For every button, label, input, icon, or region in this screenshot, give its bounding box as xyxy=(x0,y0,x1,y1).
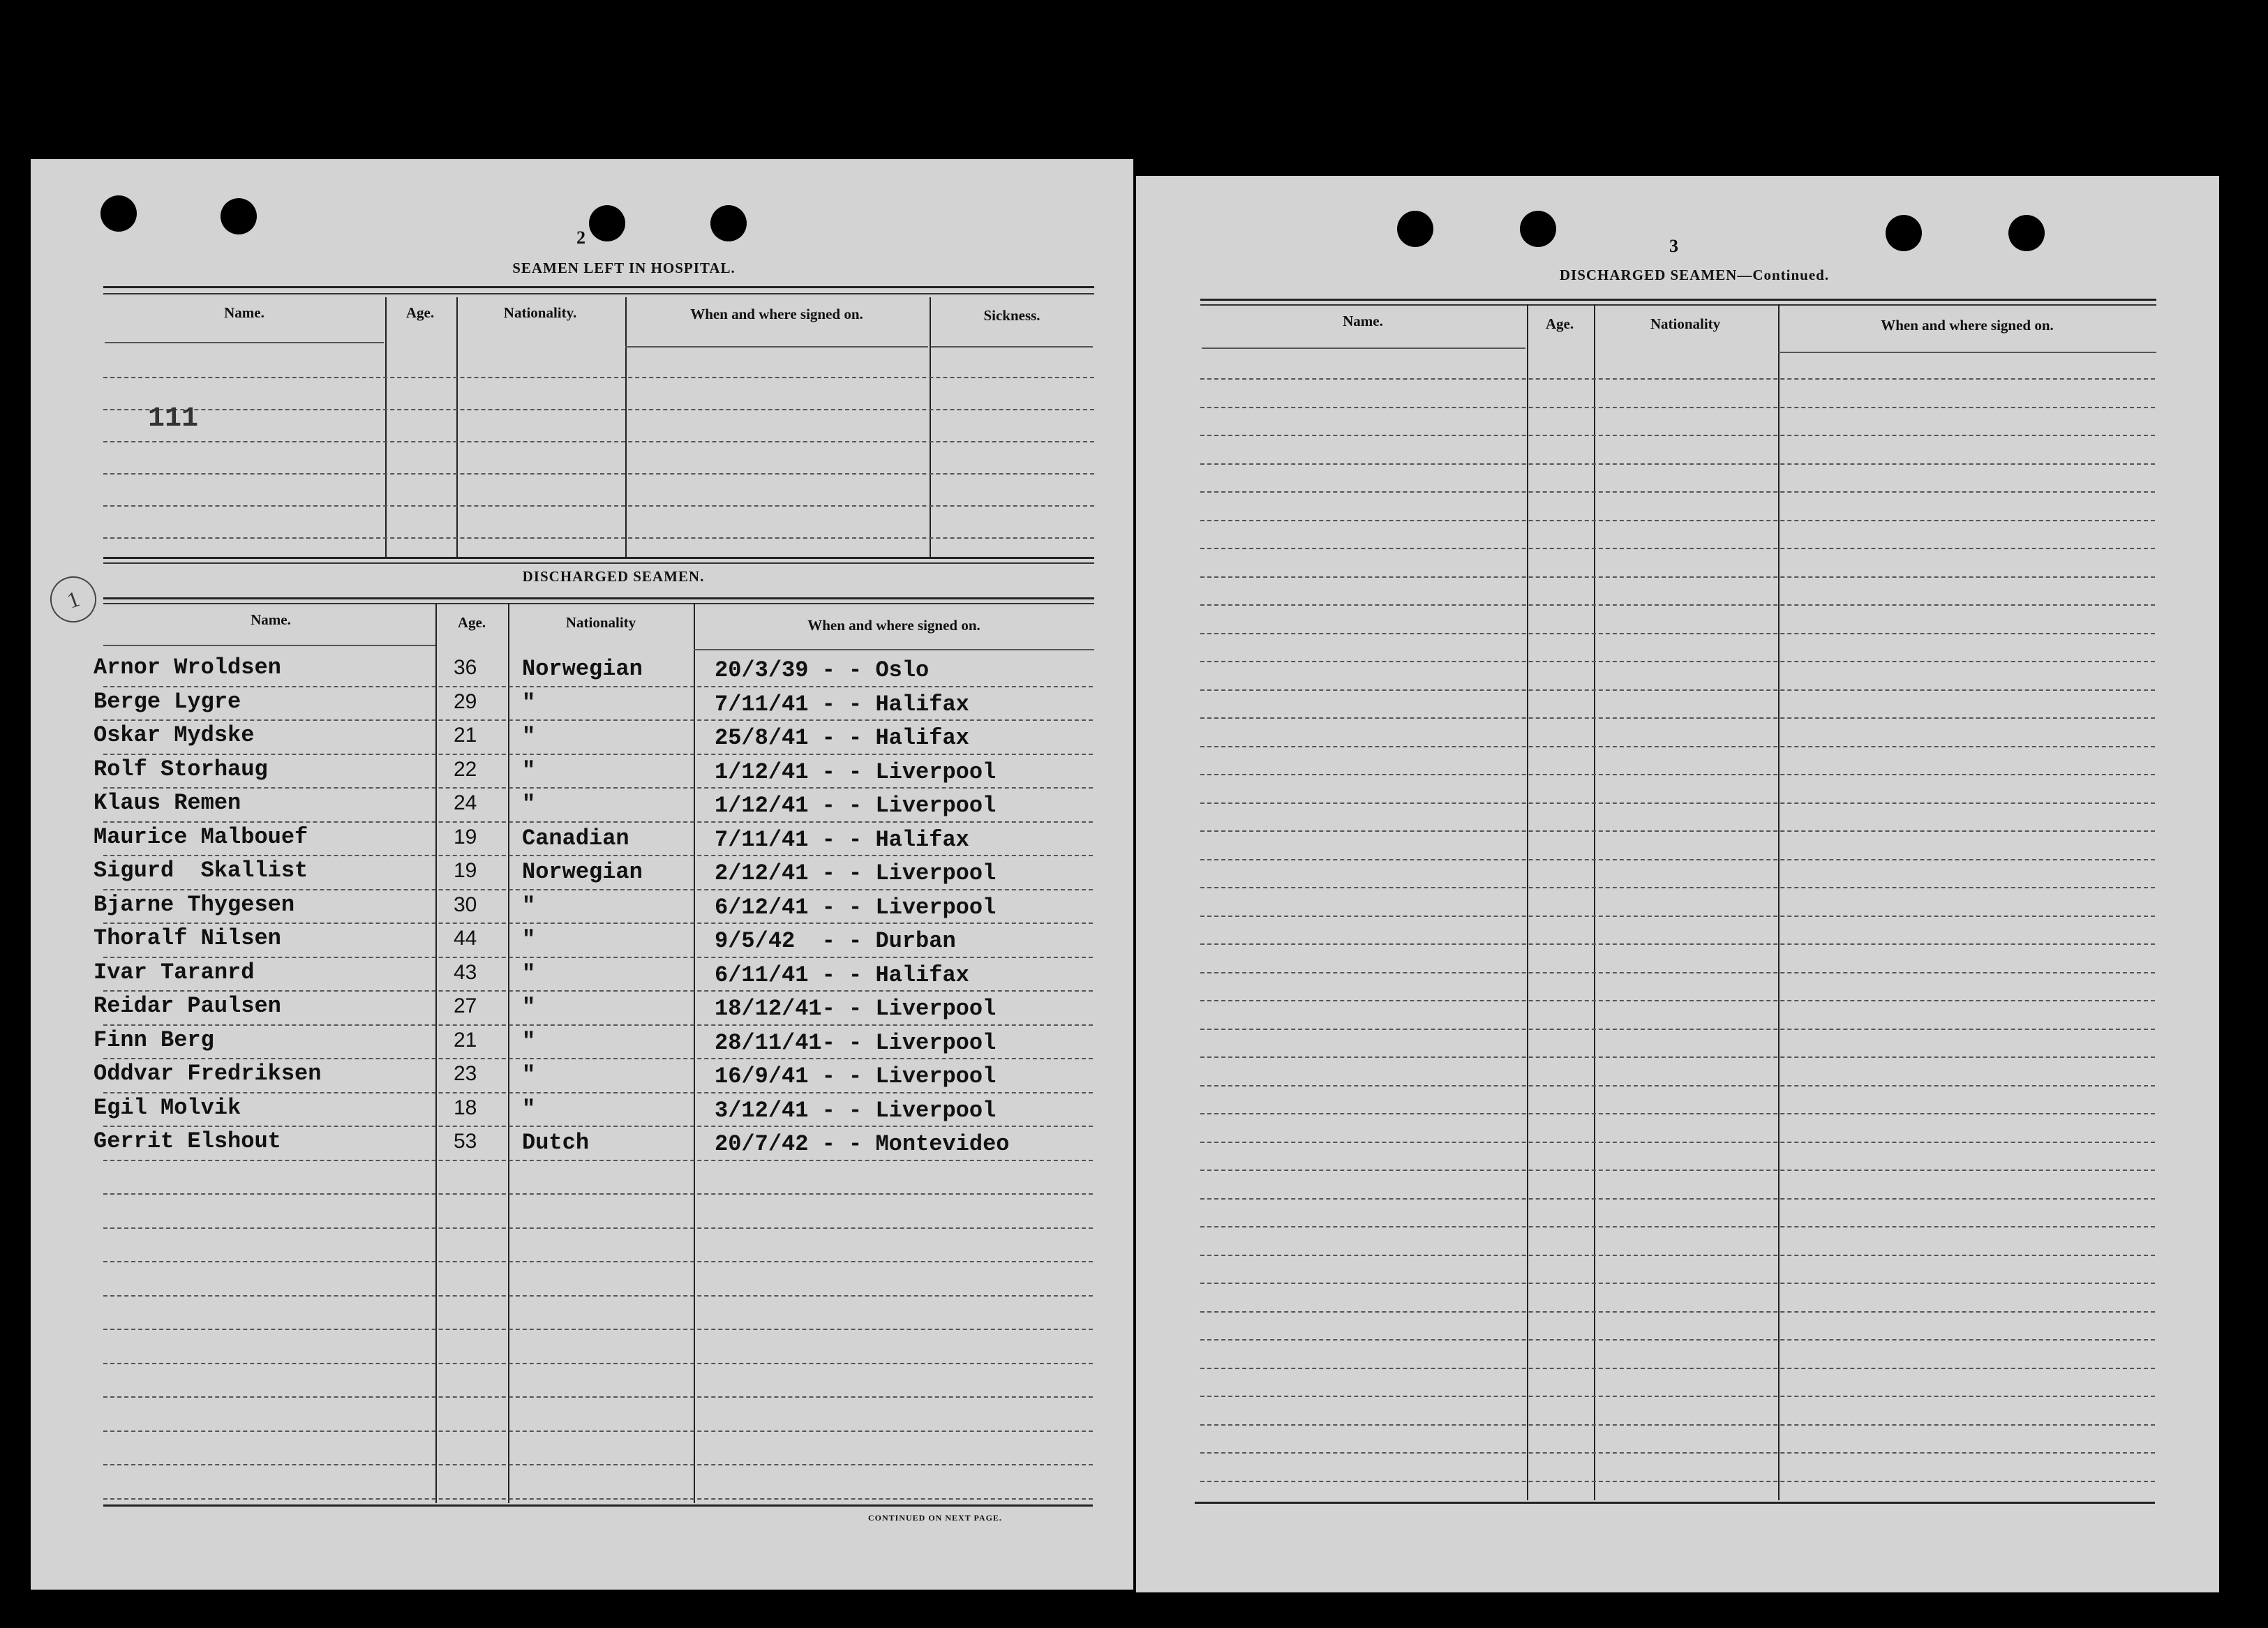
row-line xyxy=(103,409,1094,410)
row-line xyxy=(1200,1142,2155,1143)
row-line xyxy=(1200,1452,2155,1454)
table-row xyxy=(31,1092,1133,1126)
table-row xyxy=(31,754,1133,788)
row-line xyxy=(1200,1368,2155,1369)
row-line xyxy=(103,1431,1093,1432)
row-line xyxy=(1200,859,2155,860)
row-line xyxy=(1200,1311,2155,1313)
table-rule xyxy=(103,1504,1093,1507)
table-row xyxy=(31,1126,1133,1160)
seaman-nationality: Norwegian xyxy=(522,656,643,682)
seaman-age: 30 xyxy=(454,893,477,916)
seaman-name: Ivar Taranrd xyxy=(94,959,255,985)
table-row xyxy=(31,1058,1133,1092)
seaman-signed-on: 6/12/41 - - Liverpool xyxy=(715,894,997,920)
seaman-age: 18 xyxy=(454,1096,477,1119)
seaman-nationality: " xyxy=(522,689,536,716)
column-divider xyxy=(1778,304,1780,1500)
seaman-nationality: Norwegian xyxy=(522,859,643,885)
seaman-name: Egil Molvik xyxy=(94,1094,241,1121)
row-line xyxy=(103,1193,1093,1195)
seaman-name: Rolf Storhaug xyxy=(94,756,268,782)
punch-hole xyxy=(221,198,257,234)
table-row xyxy=(31,719,1133,754)
row-line xyxy=(1200,746,2155,747)
row-line xyxy=(1200,1029,2155,1030)
discharged-header-nationality: Nationality xyxy=(565,614,636,631)
row-line xyxy=(1200,576,2155,578)
continued-header-nationality: Nationality xyxy=(1650,315,1721,332)
seaman-age: 44 xyxy=(454,927,477,950)
row-line xyxy=(103,537,1094,539)
hospital-section-title: SEAMEN LEFT IN HOSPITAL. xyxy=(512,260,736,276)
seaman-signed-on: 9/5/42 - - Durban xyxy=(715,928,956,954)
seaman-nationality: Dutch xyxy=(522,1130,590,1156)
table-rule xyxy=(1200,304,2156,306)
seaman-age: 43 xyxy=(454,960,477,984)
row-line xyxy=(1200,774,2155,775)
continued-header-name: Name. xyxy=(1343,313,1383,329)
row-line xyxy=(1200,1056,2155,1058)
circled-margin-mark: 1 xyxy=(44,570,103,629)
table-rule xyxy=(103,562,1094,564)
seaman-name: Klaus Remen xyxy=(94,790,241,816)
column-divider xyxy=(1594,304,1595,1500)
seaman-signed-on: 25/8/41 - - Halifax xyxy=(715,725,969,751)
seaman-signed-on: 16/9/41 - - Liverpool xyxy=(715,1063,997,1089)
seaman-nationality: " xyxy=(522,893,536,919)
row-line xyxy=(1200,1113,2155,1114)
hospital-header-nationality: Nationality. xyxy=(503,304,577,321)
seaman-signed-on: 1/12/41 - - Liverpool xyxy=(715,793,997,819)
discharged-section-title: DISCHARGED SEAMEN. xyxy=(522,568,705,585)
seaman-name: Bjarne Thygesen xyxy=(94,891,295,918)
punch-hole xyxy=(2008,215,2045,251)
row-line xyxy=(1200,943,2155,945)
seaman-name: Maurice Malbouef xyxy=(94,823,308,850)
row-line xyxy=(1200,1255,2155,1256)
table-row xyxy=(31,1024,1133,1059)
header-underline xyxy=(694,649,1094,650)
seaman-name: Finn Berg xyxy=(94,1026,214,1053)
row-line xyxy=(1200,1481,2155,1482)
seaman-age: 21 xyxy=(454,1028,477,1052)
seaman-signed-on: 28/11/41- - Liverpool xyxy=(715,1029,997,1056)
header-underline xyxy=(625,346,928,348)
table-row xyxy=(31,990,1133,1024)
row-line xyxy=(1200,1283,2155,1284)
header-underline xyxy=(1778,352,2156,353)
punch-hole xyxy=(1520,211,1556,247)
table-row xyxy=(31,821,1133,856)
table-rule xyxy=(103,293,1094,294)
row-line xyxy=(1200,633,2155,634)
column-divider xyxy=(930,297,931,557)
seaman-nationality: " xyxy=(522,1028,536,1054)
table-rule xyxy=(103,603,1094,604)
table-row xyxy=(31,923,1133,957)
row-line xyxy=(1200,916,2155,917)
row-line xyxy=(103,505,1094,507)
row-line xyxy=(1200,1198,2155,1200)
seaman-name: Oddvar Fredriksen xyxy=(94,1061,322,1086)
continued-section-title: DISCHARGED SEAMEN—Continued. xyxy=(1559,267,1830,283)
seaman-name: Thoralf Nilsen xyxy=(94,925,281,951)
row-line xyxy=(103,1363,1093,1364)
seaman-signed-on: 1/12/41 - - Liverpool xyxy=(715,759,997,785)
hospital-header-age: Age. xyxy=(405,304,435,321)
table-rule xyxy=(103,286,1094,288)
punch-hole xyxy=(589,205,625,241)
punch-hole xyxy=(100,195,137,232)
header-underline xyxy=(105,342,384,343)
seaman-age: 27 xyxy=(454,994,477,1017)
row-line xyxy=(1200,802,2155,804)
table-row xyxy=(31,957,1133,991)
row-line xyxy=(1200,463,2155,465)
seaman-age: 24 xyxy=(454,791,477,814)
row-line xyxy=(103,1295,1093,1297)
seaman-age: 21 xyxy=(454,724,477,747)
column-divider xyxy=(625,297,627,557)
row-line xyxy=(1200,435,2155,436)
continued-header-age: Age. xyxy=(1545,315,1574,332)
continued-header-signed-on: When and where signed on. xyxy=(1881,317,2054,334)
seaman-nationality: " xyxy=(522,960,536,987)
row-line xyxy=(1200,972,2155,973)
right-page xyxy=(1136,176,2219,1592)
seaman-signed-on: 2/12/41 - - Liverpool xyxy=(715,860,997,886)
seaman-nationality: " xyxy=(522,1062,536,1088)
table-rule xyxy=(1200,299,2156,301)
column-divider xyxy=(385,297,387,557)
row-line xyxy=(103,1396,1093,1398)
seaman-age: 19 xyxy=(454,825,477,849)
seaman-signed-on: 3/12/41 - - Liverpool xyxy=(715,1097,997,1123)
row-line xyxy=(1200,1000,2155,1001)
column-divider xyxy=(456,297,458,557)
stamp-mark: 111 xyxy=(148,403,199,435)
left-page xyxy=(31,159,1133,1590)
seaman-age: 29 xyxy=(454,689,477,713)
seaman-age: 23 xyxy=(454,1062,477,1085)
seaman-signed-on: 18/12/41- - Liverpool xyxy=(715,996,997,1022)
row-line xyxy=(1200,520,2155,521)
row-line xyxy=(103,441,1094,442)
row-line xyxy=(103,1498,1093,1500)
table-rule xyxy=(103,597,1094,599)
header-underline xyxy=(103,645,435,646)
row-line xyxy=(1200,717,2155,719)
hospital-header-signed-on: When and where signed on. xyxy=(690,306,863,322)
seaman-age: 36 xyxy=(454,656,477,679)
seaman-signed-on: 20/3/39 - - Oslo xyxy=(715,657,930,683)
row-line xyxy=(103,1261,1093,1262)
row-line xyxy=(1200,1226,2155,1227)
seaman-name: Gerrit Elshout xyxy=(94,1128,281,1154)
header-underline xyxy=(1202,348,1525,349)
discharged-header-age: Age. xyxy=(457,614,486,631)
table-row xyxy=(31,686,1133,720)
table-rule xyxy=(103,557,1094,559)
row-line xyxy=(1200,491,2155,493)
punch-hole xyxy=(1886,215,1922,251)
seaman-nationality: Canadian xyxy=(522,825,629,851)
table-rule xyxy=(1195,1502,2155,1504)
page-number: 2 xyxy=(576,227,585,248)
row-line xyxy=(1200,887,2155,888)
page-number: 3 xyxy=(1669,236,1678,256)
seaman-nationality: " xyxy=(522,757,536,784)
seaman-signed-on: 7/11/41 - - Halifax xyxy=(715,826,969,853)
row-line xyxy=(103,377,1094,378)
seaman-age: 22 xyxy=(454,757,477,781)
seaman-nationality: " xyxy=(522,1096,536,1122)
seaman-name: Berge Lygre xyxy=(94,688,241,715)
table-row xyxy=(31,652,1133,686)
seaman-name: Oskar Mydske xyxy=(94,722,255,748)
row-line xyxy=(103,1160,1093,1161)
row-line xyxy=(1200,604,2155,606)
row-line xyxy=(1200,689,2155,691)
row-line xyxy=(1200,378,2155,380)
seaman-signed-on: 7/11/41 - - Halifax xyxy=(715,691,969,717)
seaman-name: Arnor Wroldsen xyxy=(94,655,281,680)
punch-hole xyxy=(1397,211,1433,247)
seaman-nationality: " xyxy=(522,927,536,953)
row-line xyxy=(103,473,1094,475)
table-row xyxy=(31,787,1133,821)
seaman-age: 19 xyxy=(454,859,477,882)
seaman-signed-on: 20/7/42 - - Montevideo xyxy=(715,1131,1010,1157)
row-line xyxy=(1200,1396,2155,1397)
column-divider xyxy=(1527,304,1528,1500)
seaman-age: 53 xyxy=(454,1130,477,1153)
table-row xyxy=(31,889,1133,923)
seaman-signed-on: 6/11/41 - - Halifax xyxy=(715,962,969,988)
hospital-header-name: Name. xyxy=(224,304,264,321)
hospital-header-sickness: Sickness. xyxy=(983,307,1040,324)
table-row xyxy=(31,855,1133,889)
row-line xyxy=(1200,548,2155,549)
discharged-header-name: Name. xyxy=(251,611,291,628)
row-line xyxy=(1200,1424,2155,1426)
discharged-header-signed-on: When and where signed on. xyxy=(807,617,980,634)
row-line xyxy=(103,1227,1093,1229)
seaman-name: Sigurd Skallist xyxy=(94,858,308,883)
row-line xyxy=(103,1329,1093,1330)
row-line xyxy=(1200,1339,2155,1341)
header-underline xyxy=(931,346,1093,348)
seaman-nationality: " xyxy=(522,994,536,1020)
row-line xyxy=(1200,830,2155,832)
row-line xyxy=(1200,407,2155,408)
punch-hole xyxy=(710,205,747,241)
seaman-nationality: " xyxy=(522,724,536,749)
row-line xyxy=(1200,1170,2155,1171)
row-line xyxy=(103,1464,1093,1465)
footer-note: CONTINUED ON NEXT PAGE. xyxy=(868,1513,1002,1523)
row-line xyxy=(1200,661,2155,662)
seaman-nationality: " xyxy=(522,791,536,817)
seaman-name: Reidar Paulsen xyxy=(94,993,281,1019)
row-line xyxy=(1200,1085,2155,1086)
